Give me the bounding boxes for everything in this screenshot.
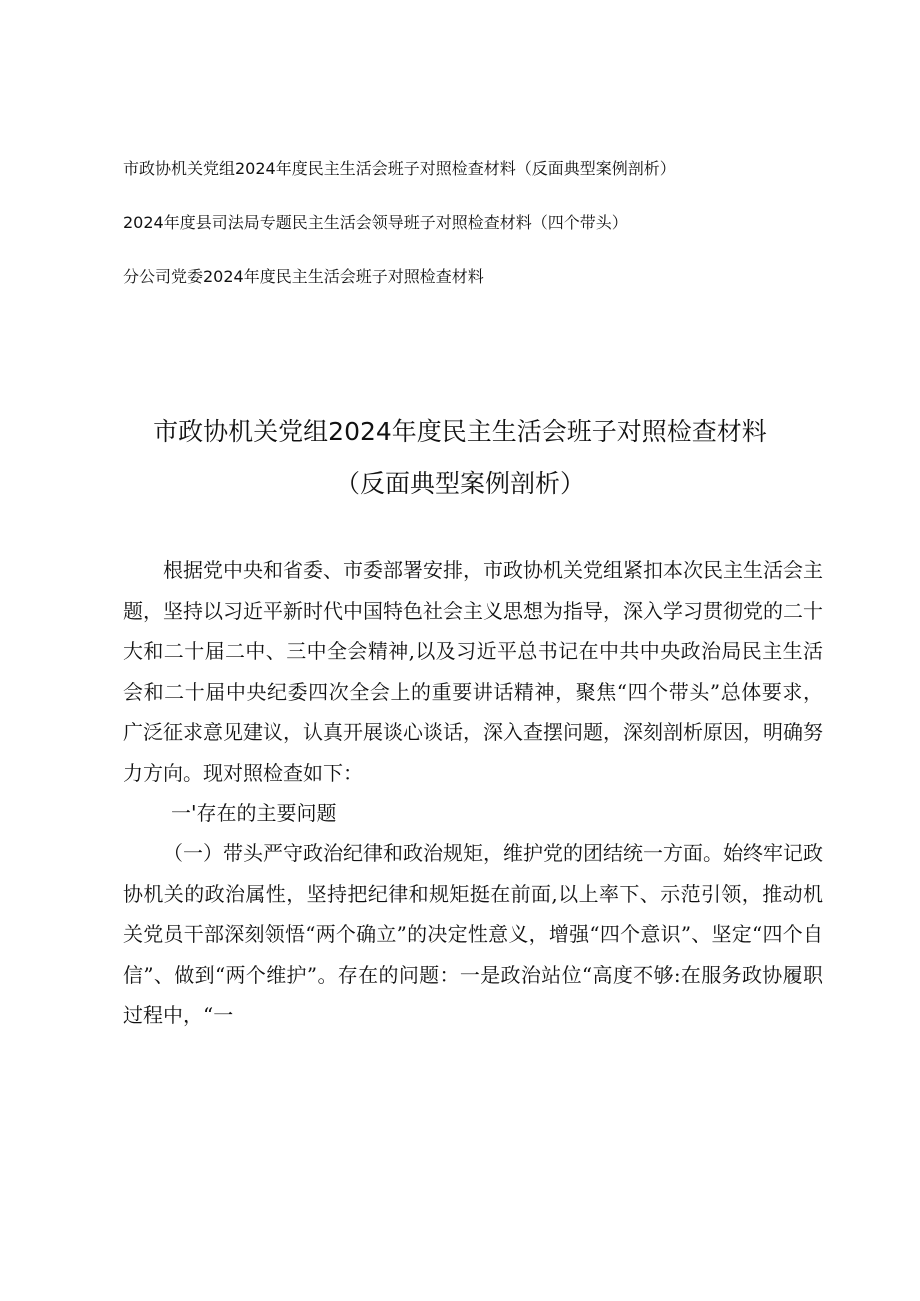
document-body [123,550,823,1036]
intro-paragraph: 根据党中央和省委、市委部署安排，市政协机关党组紧扣本次民主生活会主题，坚持以习近平新时代中国特色社会主义思想为指导，深入学习贯彻党的二十大和二十届二中、三中全会精神,以及习近平总书记在中共中央政治局民主生活会和二十届中央纪委四次全会上的重要讲话精神，聚焦“四个带头”总体要求，广泛征求意见建议，认真开展谈心谈话，深入查摆问题，深刻剖析原因，明确努力方向。现对照检查如下： [123,558,823,785]
toc-item[interactable]: 2024年度县司法局专题民主生活会领导班子对照检查材料（四个带头） [123,213,628,232]
document-title [60,406,860,510]
section-heading: 一'存在的主要问题 [171,801,337,825]
table-of-contents [123,158,883,320]
toc-item[interactable]: 分公司党委2024年度民主生活会班子对照检查材料 [123,267,484,286]
document-title-line2: （反面典型案例剖析） [334,469,585,498]
document-title-line1: 市政协机关党组2024年度民主生活会班子对照检查材料 [153,417,767,446]
toc-item[interactable]: 市政协机关党组2024年度民主生活会班子对照检查材料（反面典型案例剖析） [123,159,676,178]
section-paragraph: （一）带头严守政治纪律和政治规矩，维护党的团结统一方面。始终牢记政协机关的政治属性，坚持把纪律和规矩挺在前面,以上率下、示范引领，推动机关党员干部深刻领悟“两个确立”的决定性意义，增强“四个意识”、坚定“四个自信”、做到“两个维护”。存在的问题：一是政治站位“高度不够:在服务政协履职过程中，“一 [123,841,823,1027]
